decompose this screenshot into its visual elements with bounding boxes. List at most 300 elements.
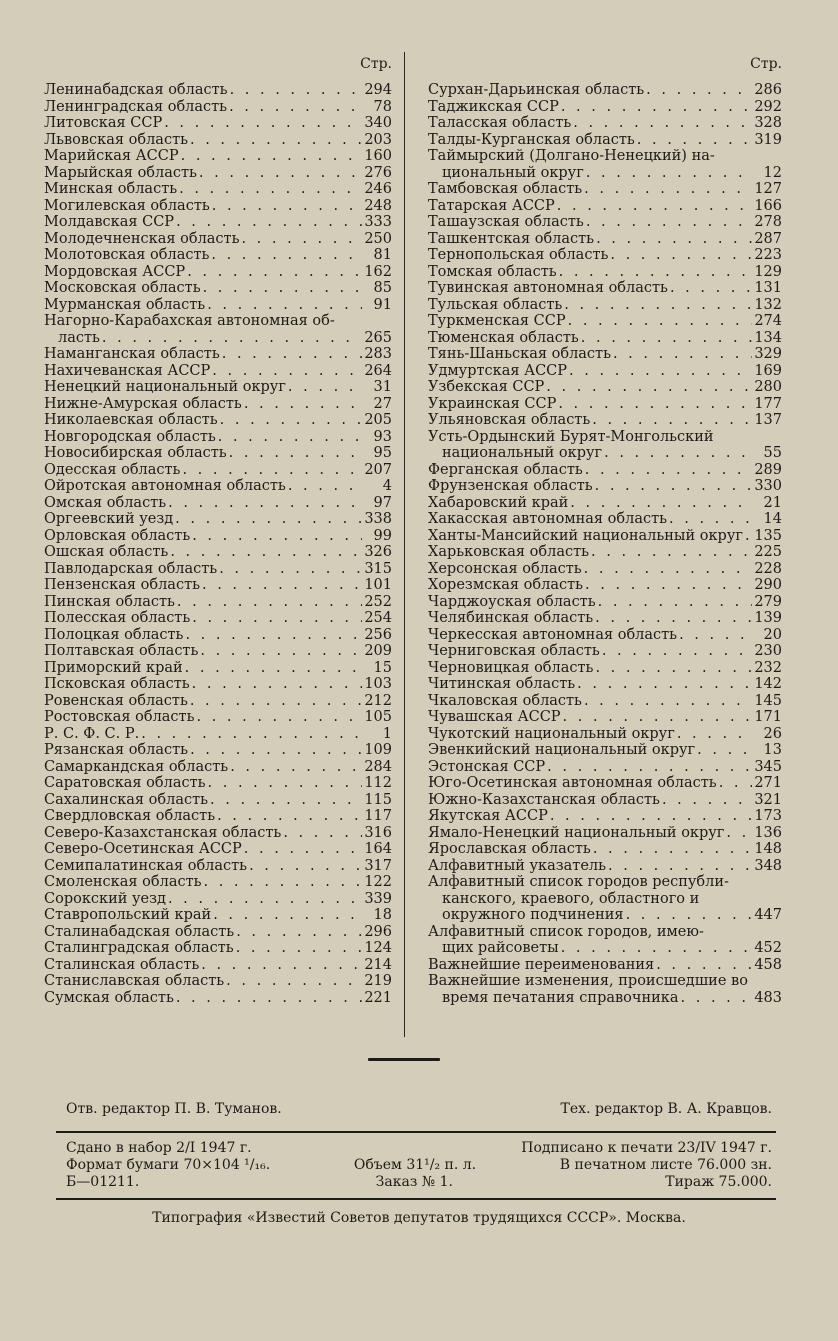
entry-name: Новгородская область [44,428,216,445]
ornament-rule [368,1058,440,1061]
index-list [428,82,782,1006]
page-number: 95 [373,445,392,461]
entry-row [44,231,392,248]
entry-row [428,676,782,693]
entry-name: Сорокский уезд [44,890,166,907]
leader-dots [585,462,752,479]
entry-name: Харьковская область [428,544,590,560]
entry-name: Ташаузская область [428,214,584,230]
entry-row [44,577,392,594]
entry-row [428,742,782,759]
index-entry [44,874,392,891]
page-number: 264 [364,362,392,379]
entry-row [44,181,392,198]
entry-row [428,511,782,528]
entry-name-continued: щих райсоветы [442,940,559,956]
leader-dots [608,858,752,875]
page-number: 278 [754,214,782,230]
entry-row [428,462,782,479]
entry-row [428,379,782,396]
index-entry [428,429,782,462]
page-number: 78 [373,98,392,115]
index-entry [44,660,392,677]
entry-name: Ленинабадская область [44,82,228,98]
index-entry [428,280,782,297]
page-number: 93 [373,428,392,445]
page-number: 294 [364,82,392,98]
entry-row [44,808,392,825]
page-number: 207 [364,461,392,478]
entry-row [44,676,392,693]
index-entry [428,511,782,528]
entry-name: Тянь-Шаньская область [428,346,611,362]
page-number: 276 [364,164,392,181]
page-number: 20 [763,626,782,643]
entry-name: Ненецкий национальный округ [44,379,286,395]
entry-name: Северо-Казахстанская область [44,824,282,841]
leader-dots [610,247,752,264]
leader-dots [168,891,362,908]
entry-row [44,709,392,726]
index-entry [44,825,392,842]
page-number: 117 [364,808,392,824]
entry-row [428,709,782,726]
entry-row [428,247,782,264]
index-entry [428,264,782,281]
leader-dots [219,561,362,578]
leader-dots [200,643,362,660]
entry-name: Омская область [44,494,167,511]
entry-row [44,412,392,429]
entry-name: Р. С. Ф. С. Р. [44,725,140,742]
index-entry [44,247,392,264]
page-number: 246 [364,181,392,197]
leader-dots [201,957,362,974]
leader-dots [568,313,752,330]
entry-row [44,264,392,281]
entry-row [44,528,392,545]
entry-name: Чукотский национальный округ [428,725,675,742]
entry-row [428,264,782,281]
leader-dots [288,478,362,495]
page-number: 452 [754,940,782,956]
entry-row [44,726,392,743]
entry-row [428,841,782,858]
index-entry [44,264,392,281]
entry-row [428,660,782,677]
entry-row [428,280,782,297]
entry-row [428,445,782,462]
page-number: 135 [754,527,782,544]
page-number: 18 [373,907,392,923]
entry-row [428,577,782,594]
entry-row [44,280,392,297]
leader-dots [249,858,362,875]
entry-name: Нагорно-Карабахская автономная об- [44,313,335,329]
entry-row [428,181,782,198]
entry-name: Херсонская область [428,560,582,577]
index-entry [428,214,782,231]
entry-row [44,82,392,99]
index-entry [44,462,392,479]
leader-dots [677,726,752,743]
page-number: 112 [364,775,392,791]
leader-dots [164,115,362,132]
leader-dots [670,280,752,297]
page-number: 232 [754,659,782,676]
page-number: 203 [364,131,392,148]
leader-dots [217,808,362,825]
entry-row [44,693,392,710]
index-entry [44,990,392,1007]
entry-name: Нахичеванская АССР [44,362,211,379]
entry-name: Ошская область [44,544,169,560]
page-number: 103 [364,676,392,692]
page-number: 15 [373,659,392,676]
entry-name: Усть-Ордынский Бурят-Монгольский [428,428,714,445]
entry-name-continued: окружного подчинения [442,907,624,923]
leader-dots [561,99,752,116]
page-number: 177 [754,395,782,412]
index-entry [428,676,782,693]
entry-name: Мордовская АССР [44,263,186,280]
entry-name: Ярославская область [428,841,591,857]
leader-dots [141,726,362,743]
index-entry [44,511,392,528]
entry-name: Тульская область [428,296,563,313]
index-entry [44,132,392,149]
page-number: 330 [754,478,782,494]
index-column-left [44,56,392,1006]
leader-dots [207,297,362,314]
leader-dots [745,528,752,545]
index-entry [44,693,392,710]
entry-name: Пинская область [44,593,175,610]
leader-dots [199,165,362,182]
index-entry [44,957,392,974]
entry-row [428,957,782,974]
entry-name: Семипалатинская область [44,857,248,874]
index-entry [44,115,392,132]
entry-name: Хабаровский край [428,494,569,511]
leader-dots [563,709,752,726]
entry-name: Литовская ССР [44,115,163,131]
leader-dots [591,544,752,561]
page-number: 109 [364,742,392,758]
entry-name: Самаркандская область [44,758,229,775]
entry-row [428,808,782,825]
entry-name: Наманганская область [44,346,220,362]
signed-date: Подписано к печати 23/IV 1947 г. [521,1140,772,1156]
page-number: 290 [754,577,782,593]
index-entry [44,495,392,512]
leader-dots [185,660,362,677]
entry-name-continued: циональный округ [442,164,584,181]
entry-name: Николаевская область [44,412,218,428]
index-entry [44,478,392,495]
leader-dots [204,874,363,891]
entry-name-continued: время печатания справочника [442,989,679,1006]
leader-dots [196,709,362,726]
index-entry [44,297,392,314]
entry-row [44,610,392,627]
leader-dots [222,346,362,363]
entry-row [44,214,392,231]
entry-name: Полтавская область [44,643,199,659]
page-number: 333 [364,214,392,230]
leader-dots [230,759,362,776]
leader-dots [613,346,752,363]
entry-name: Эвенкийский национальный округ [428,742,696,758]
page-number: 283 [364,346,392,362]
page-number: 345 [754,758,782,775]
entry-name: Хакасская автономная область [428,511,668,527]
page-number: 292 [754,98,782,115]
entry-name: Ханты-Мансийский национальный округ [428,527,743,544]
leader-dots [584,693,752,710]
entry-row [428,412,782,429]
page-number: 145 [754,692,782,709]
page-number: 12 [763,164,782,181]
leader-dots [557,198,752,215]
entry-row [428,528,782,545]
entry-name: Таймырский (Долгано-Ненецкий) на- [428,148,715,164]
chars-per-sheet: В печатном листе 76.000 зн. [559,1157,772,1173]
page-number: 280 [754,379,782,395]
page-number: 209 [364,643,392,659]
entry-row [44,99,392,116]
index-entry [428,577,782,594]
index-entry [44,726,392,743]
index-entry [428,693,782,710]
leader-dots [192,610,362,627]
page-number: 225 [754,544,782,560]
entry-name: Смоленская область [44,874,202,890]
index-entry [44,610,392,627]
entry-row [428,115,782,132]
entry-row [428,198,782,215]
leader-dots [179,181,362,198]
index-entry [428,115,782,132]
entry-row [44,973,392,990]
leader-dots [211,247,362,264]
page-number: 166 [754,197,782,214]
index-entry [44,280,392,297]
divider [56,1131,776,1133]
index-entry [428,82,782,99]
page-number: 27 [373,395,392,412]
entry-name: Новосибирская область [44,445,227,461]
column-divider [404,52,405,1037]
entry-name: Тюменская область [428,329,579,346]
page-number: 326 [364,544,392,560]
paper-format: Формат бумаги 70×104 ¹/₁₆. [66,1157,271,1173]
entry-row [428,858,782,875]
page-number: 91 [373,296,392,313]
entry-row [44,858,392,875]
index-entry [44,346,392,363]
technical-editor: Тех. редактор В. А. Кравцов. [560,1101,772,1117]
entry-name: Фрунзенская область [428,478,593,494]
index-entry [428,726,782,743]
entry-row [428,775,782,792]
index-entry [428,247,782,264]
page-number: 458 [754,956,782,973]
entry-name: Ростовская область [44,709,195,725]
page-column-header: Стр. [750,56,782,72]
page-number: 315 [364,560,392,577]
index-entry [44,412,392,429]
page-number: 81 [373,247,392,263]
entry-name: Саратовская область [44,775,206,791]
leader-dots [190,693,362,710]
entry-row [44,759,392,776]
entry-name: Талды-Курганская область [428,131,635,148]
leader-dots [187,264,362,281]
entry-name: Сталинградская область [44,940,234,956]
entry-row [44,297,392,314]
entry-name: Туркменская ССР [428,313,566,329]
index-entry [44,181,392,198]
index-entry [428,528,782,545]
entry-row [428,990,782,1007]
page-number: 271 [754,775,782,791]
entry-row [44,924,392,941]
index-entry [44,594,392,611]
page-number: 173 [754,808,782,824]
page-column-header: Стр. [360,56,392,72]
entry-name: Минская область [44,181,178,197]
page-number: 127 [754,181,782,197]
entry-name: Черкесская автономная область [428,626,678,643]
index-entry [44,363,392,380]
page-number: 105 [364,709,392,725]
page-number: 279 [754,593,782,610]
leader-dots [596,231,752,248]
leader-dots [558,396,752,413]
entry-row [44,627,392,644]
entry-name: Сталинабадская область [44,923,235,940]
entry-row [428,231,782,248]
index-entry [428,412,782,429]
index-entry [44,643,392,660]
entry-name: Ойротская автономная область [44,478,286,494]
leader-dots [546,379,752,396]
index-entry [44,231,392,248]
entry-name: Эстонская ССР [428,758,546,775]
entry-name: Оргеевский уезд [44,511,174,527]
index-entry [428,330,782,347]
entry-name-continued: ласть [58,329,100,346]
entry-name: Тувинская автономная область [428,280,668,296]
entry-name: Сумская область [44,989,174,1006]
leader-dots [559,264,752,281]
entry-row [44,165,392,182]
entry-name: Мурманская область [44,296,206,313]
leader-dots [550,808,752,825]
index-entry [428,181,782,198]
leader-dots [230,82,362,99]
page-number: 483 [754,989,782,1006]
leader-dots [547,759,752,776]
entry-name: Ташкентская область [428,230,595,247]
page-number: 137 [754,412,782,428]
page-number: 4 [382,478,392,494]
entry-row [44,940,392,957]
page-number: 254 [364,610,392,626]
index-entry [44,775,392,792]
leader-dots [679,627,752,644]
entry-row [44,445,392,462]
entry-name: Украинская ССР [428,395,557,412]
entry-row [428,792,782,809]
index-list [44,82,392,1006]
index-entry [428,379,782,396]
page-number: 348 [754,857,782,874]
index-entry [44,445,392,462]
index-entry [44,924,392,941]
entry-name: Московская область [44,280,201,296]
entry-name: Ямало-Ненецкий национальный округ [428,824,725,841]
index-entry [428,544,782,561]
page-number: 31 [373,379,392,395]
leader-dots [598,594,752,611]
index-column-right [428,56,782,1006]
editors-line [66,1101,772,1117]
entry-name: Молдавская ССР [44,214,175,230]
page-number: 289 [754,461,782,478]
license-number: Б—01211. [66,1174,140,1190]
entry-row [428,940,782,957]
page-number: 321 [754,791,782,808]
page-number: 115 [364,791,392,808]
entry-name: Юго-Осетинская автономная область [428,775,717,791]
page-number: 256 [364,626,392,643]
leader-dots [182,462,362,479]
page-number: 250 [364,230,392,247]
entry-name: Узбекская ССР [428,379,545,395]
page-number: 162 [364,263,392,280]
index-entry [44,858,392,875]
index-entry [428,495,782,512]
entry-row [428,478,782,495]
page-number: 338 [364,511,392,527]
entry-name: Татарская АССР [428,197,555,214]
index-entry [428,759,782,776]
entry-row [44,660,392,677]
entry-name: Тернопольская область [428,247,609,263]
entry-name: Полоцкая область [44,626,184,643]
leader-dots [719,775,752,792]
entry-row [44,841,392,858]
page-number: 265 [364,329,392,346]
entry-row [44,478,392,495]
entry-name: Алфавитный список городов республи- [428,874,729,890]
leader-dots [218,429,362,446]
entry-row [44,429,392,446]
page-number: 160 [364,148,392,164]
page-number: 230 [754,643,782,659]
entry-row [44,148,392,165]
leader-dots [190,132,362,149]
index-entry [428,924,782,957]
entry-row [428,495,782,512]
index-entry [428,561,782,578]
entry-name: Ленинградская область [44,98,228,115]
print-run: Тираж 75.000. [665,1174,772,1190]
index-entry [428,709,782,726]
page-number: 223 [754,247,782,263]
